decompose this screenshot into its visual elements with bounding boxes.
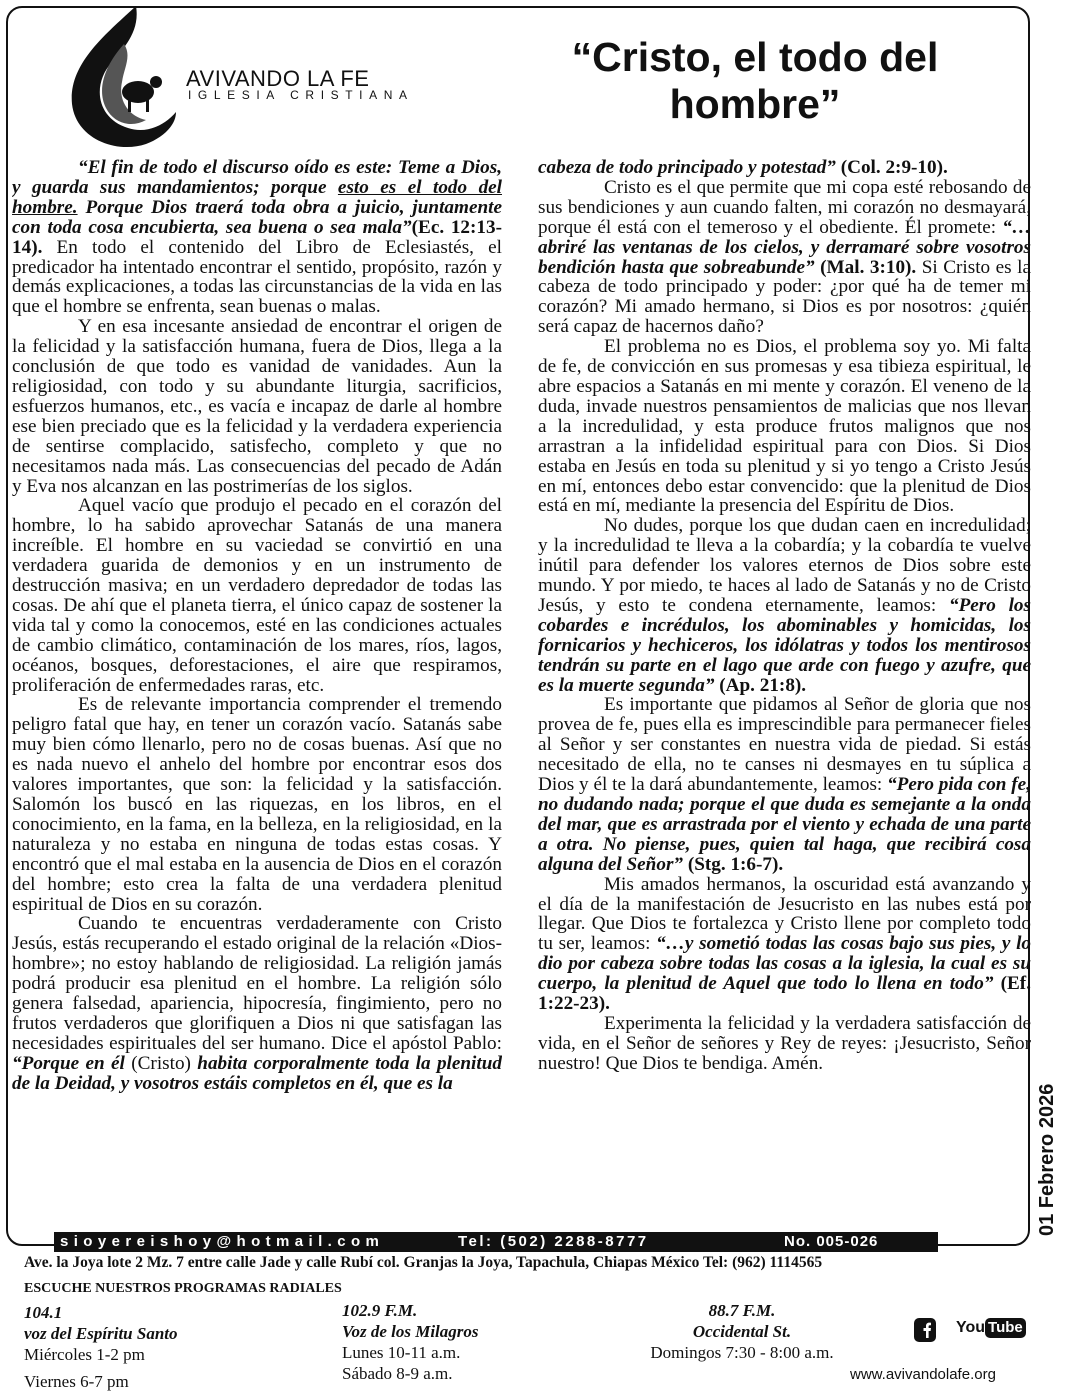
radio-station-1 (24, 1302, 178, 1392)
reference-malachi: (Mal. 3:10). (814, 256, 917, 278)
left-column (12, 158, 502, 1168)
quote-colossians-c: cabeza de todo principado y potestad” (538, 158, 836, 178)
paragraph-11-text: Mis amados hermanos, la oscuridad está avanzando y el día de la manifestación de Jesucristo en las nubes está por llegar. Que Dios te fortalezca y Cristo llene por completo todo tu ser, leamos: (538, 873, 1031, 955)
brand-subtitle: IGLESIA CRISTIANA (188, 88, 414, 102)
paragraph-7 (538, 178, 1031, 337)
paragraph-8: El problema no es Dios, el problema soy yo. Mi falta de fe, de convicción en sus promesas y esa tibieza espiritual, le abre espacios a Satanás en mi mente y corazón. El veneno de la duda, invade nuestros pensamientos de malicias que nos llevan a la incredulidad, y esta produce frutos malignos que nos arrastran a la infidelidad espiritual para con Dios. Si Dios estaba en Jesús en toda su plenitud y si yo tengo a Cristo Jesús en mí, entonces debo estar convencido: que la plenitud de Dios está en mí, mediante la presencia del Espíritu de Dios. (538, 336, 1031, 517)
paragraph-9-text: No dudes, porque los que dudan caen en incredulidad; y la incredulidad te lleva a la cobardía; y la cobardía te vuelve inútil para defender los valores eternos de Dios sobre este mundo. Y por miedo, te haces al lado de Satanás y no de Cristo Jesús, y esto te condena eternamente, leamos: (538, 515, 1031, 616)
reference-james: (Stg. 1:6-7). (683, 853, 784, 875)
quote-revelation: “Pero los cobardes e incrédulos, los abominables y homicidas, los fornicarios y hechiceros, los idólatras y todos los mentirosos tendrán su parte en el lago que arde con fuego y azufre, que es la muerte segunda” (538, 594, 1031, 696)
paragraph-10 (538, 695, 1031, 874)
paragraph-3: Aquel vacío que produjo el pecado en el corazón del hombre, lo ha sabido aprovechar Satanás de una manera increíble. El hombre en su vaciedad se convirtió en una verdadera guarida de demonios y en un instrumento de destrucción masiva; en un verdadero depredador de todas las cosas. De ahí que el planeta tierra, el único capaz de sostener la vida tal y como la conocemos, esté en las condiciones actuales de cambio climático, contaminación de los mares, ríos, lagos, océanos, bosques, deforestaciones, el aire que respiramos, proliferación de enfermedades raras, etc. (12, 495, 502, 696)
station-1-name: voz del Espíritu Santo (24, 1324, 178, 1343)
issue-date (1036, 1036, 1064, 1236)
phone-number: Tel: (502) 2288-8777 (458, 1233, 649, 1250)
reference-ecclesiastes: (Ec. 12:13-14). (12, 216, 502, 258)
issue-number: No. 005-026 (784, 1233, 879, 1250)
website-link[interactable]: www.avivandolafe.org (850, 1366, 996, 1383)
station-2-name: Voz de los Milagros (342, 1322, 479, 1341)
quote-james: “Pero pida con fe, no dudando nada; porque el que duda es semejante a la onda del mar, que es arrastrada por el viento y echada de una parte a otra. No piense, pues, quien tal haga, que recibirá cosa alguna del Señor” (538, 774, 1031, 875)
paragraph-7-text-b: Si Cristo es la cabeza de todo principado y poder: ¿por qué ha de temer mi corazón? Mi amado hermano, si Dios es por nosotros: ¿quién será capaz de hacernos daño? (538, 256, 1031, 338)
church-address: Ave. la Joya lote 2 Mz. 7 entre calle Jade y calle Rubí col. Granjas la Joya, Tapachula, Chiapas México Tel: (962) 1114565 (24, 1254, 823, 1271)
station-3-frequency: 88.7 F.M. (708, 1301, 776, 1320)
issue-date-text: 01 Febrero 2026 (1036, 1083, 1058, 1236)
radio-station-3 (642, 1300, 842, 1363)
paragraph-5-text: Cuando te encuentras verdaderamente con Cristo Jesús, estás recuperando el estado original de la relación «Dios-hombre»; no estoy hablando de religiosidad. La religión jamás podrá producir esa plenitud en el hombre. La religión sólo genera falsedad, apariencia, hipocresía, fingimiento, pero no frutos verdaderos que glorifiquen a Dios ni que satisfagan las necesidades espirituales del ser humano. Dice el apóstol Pablo: (12, 913, 502, 1054)
paragraph-1-text: En todo el contenido del Libro de Eclesiastés, el predicador ha intentado encontrar el sentido, propósito, razón y demás explicaciones, a todas las circunstancias de la vida en las que el hombre se enfrenta, sean buenas o malas. (12, 236, 502, 318)
station-1-schedule-1: Miércoles 1-2 pm (24, 1345, 145, 1364)
paragraph-11 (538, 875, 1031, 1014)
quote-ecclesiastes-b: Porque Dios traerá toda obra a juicio, juntamente con toda cosa encubierta, sea buena o sea mala” (12, 196, 502, 238)
station-3-schedule: Domingos 7:30 - 8:00 a.m. (650, 1343, 834, 1362)
paragraph-1 (12, 158, 502, 317)
paragraph-5 (12, 914, 502, 1093)
quote-colossians-a: “Porque en él (12, 1052, 125, 1074)
contact-bar (54, 1232, 938, 1252)
facebook-icon[interactable] (914, 1318, 936, 1342)
reference-revelation: (Ap. 21:8). (714, 674, 807, 696)
quote-ephesians: “…y sometió todas las cosas bajo sus pies, y lo dio por cabeza sobre todas las cosas a la iglesia, la cual es su cuerpo, la plenitud de Aquel que todo lo llena en todo” (538, 933, 1031, 995)
youtube-icon[interactable] (956, 1318, 1026, 1340)
station-1-schedule-2: Viernes 6-7 pm (24, 1372, 129, 1391)
station-2-schedule-1: Lunes 10-11 a.m. (342, 1343, 461, 1362)
station-1-frequency: 104.1 (24, 1303, 63, 1322)
youtube-icon-tube: Tube (985, 1318, 1026, 1338)
reference-colossians: (Col. 2:9-10). (835, 158, 948, 178)
quote-ecclesiastes-a: “El fin de todo el discurso oído es este: Teme a Dios, y guarda sus mandamientos; porque (12, 158, 502, 198)
station-3-name: Occidental St. (692, 1322, 792, 1341)
paragraph-4: Es de relevante importancia comprender el tremendo peligro fatal que hay, en tener un corazón vacío. Satanás sabe muy bien cómo llenarlo, pero no de cosas buenas. Así que no es nada nuevo el anhelo del hombre por encontrar esos dos valores importantes, que son: la felicidad y la satisfacción. Salomón los buscó en las riquezas, en los libros, en el conocimiento, en la fama, en la belleza, en la religiosidad, en la naturaleza y no estaba en ninguna de todas estas cosas. Y encontró que el mal estaba en la ausencia de Dios en el corazón del hombre; esto crea la falta de una verdadera plenitud espiritual de Dios en su corazón. (12, 694, 502, 915)
paragraph-9 (538, 516, 1031, 695)
quote-ecclesiastes-underlined: esto es el todo del hombre. (12, 176, 502, 218)
paragraph-5-aside: (Cristo) (124, 1052, 198, 1074)
quote-colossians-b: habita corporalmente toda la plenitud de la Deidad, y vosotros estáis completos en él, que es la (12, 1052, 502, 1094)
brand-name: AVIVANDO LA FE (186, 66, 370, 91)
quote-malachi: “…abriré las ventanas de los cielos, y derramaré sobre vosotros bendición hasta que sobreabunde” (538, 216, 1031, 278)
paragraph-7-text: Cristo es el que permite que mi copa esté rebosando de sus bendiciones y aun cuando falten, mi corazón no desmayará, porque él está con el temeroso y el obediente. Él promete: (538, 176, 1031, 238)
flame-logo-icon (66, 4, 178, 154)
paragraph-2: Y en esa incesante ansiedad de encontrar el origen de la felicidad y la satisfacción humana, fuera de Dios, llega a la conclusión de que todo es vanidad de vanidades. Aun la religiosidad, con todo y su abundante liturgia, sacrificios, esfuerzos humanos, etc., es vacía e incapaz de darle al hombre ese bien preciado que es la felicidad y la verdadera experiencia de sentirse complacido, satisfecho, completo y que no necesitamos nada más. Las consecuencias del pecado de Adán y Eva nos alcanzan en las postrimerías de los siglos. (12, 316, 502, 497)
email-address[interactable]: sioyereishoy@hotmail.com (60, 1233, 385, 1250)
radio-station-2 (342, 1300, 479, 1384)
paragraph-10-text: Es importante que pidamos al Señor de gloria que nos provea de fe, pues ella es imprescindible para permanecer fieles al Señor y ser constantes en nuestra vida de piedad. Si estás necesitado de ella, no te canses ni desmayes en tu súplica a Dios y él te la dará abundantemente, leamos: (538, 694, 1031, 796)
reference-ephesians: (Ef. 1:22-23). (538, 973, 1031, 1015)
youtube-icon-you: You (956, 1319, 986, 1336)
station-2-frequency: 102.9 F.M. (342, 1301, 418, 1320)
radio-programs-heading: ESCUCHE NUESTROS PROGRAMAS RADIALES (24, 1281, 342, 1296)
paragraph-12: Experimenta la felicidad y la verdadera satisfacción de vida, en el Señor de señores y Rey de reyes: ¡Jesucristo, Señor nuestro! Que Dios te bendiga. Amén. (538, 1012, 1031, 1074)
paragraph-6 (538, 158, 1031, 178)
page-title: “Cristo, el todo del hombre” (571, 34, 939, 127)
right-column (538, 158, 1031, 1168)
station-2-schedule-2: Sábado 8-9 a.m. (342, 1364, 453, 1383)
